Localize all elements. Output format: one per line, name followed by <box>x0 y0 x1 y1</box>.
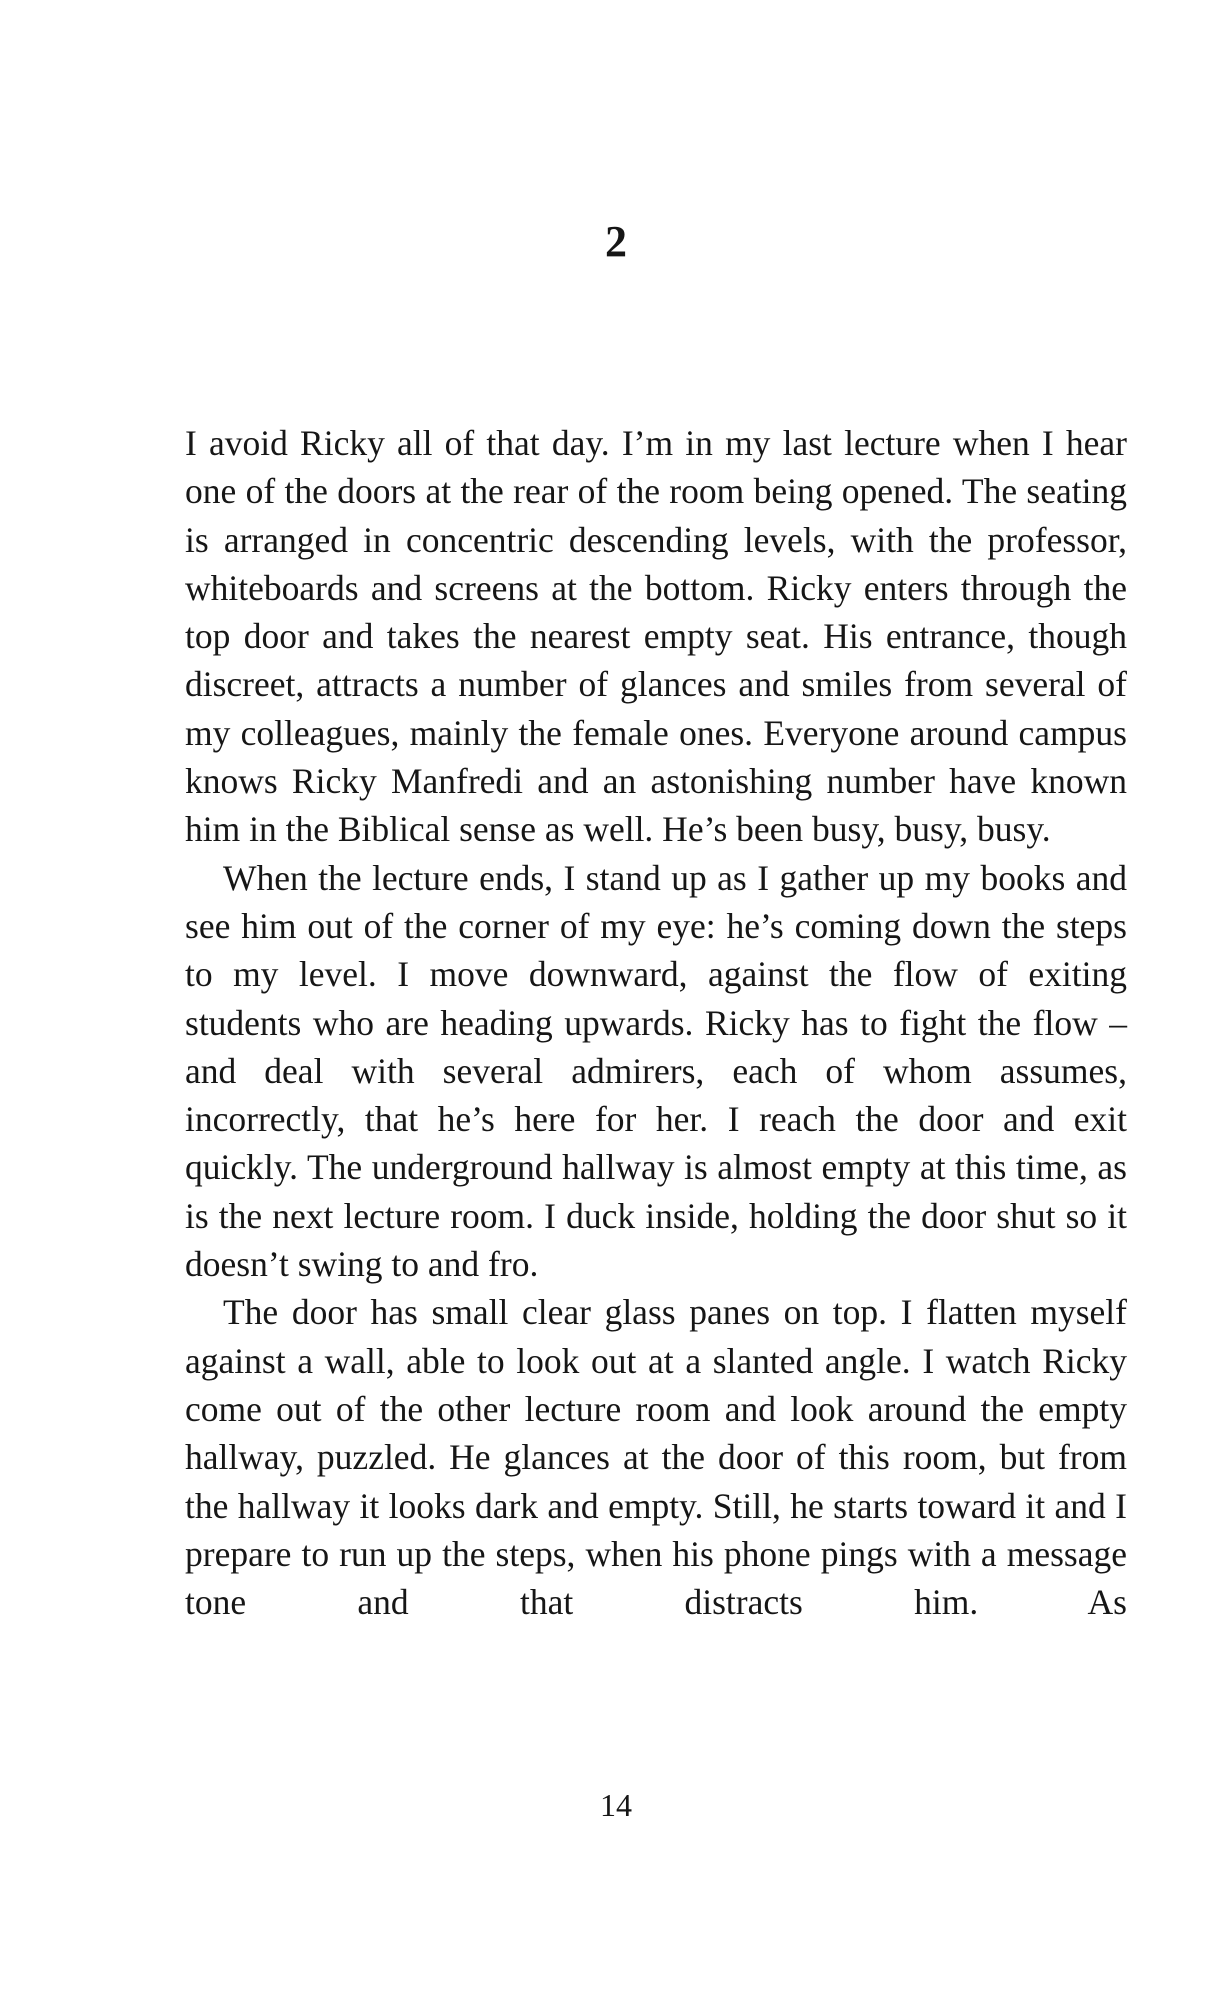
paragraph-3: The door has small clear glass panes on top. I flatten myself against a wall, able to look out at a slanted angle. I watch Ricky come out of the other lecture room and look around the empty hallway, puzzled. He glances at the door of this room, but from the hallway it looks dark and empty. Still, he starts toward it and I prepare to run up the steps, when his phone pings with a message tone and that distracts him. As <box>185 1292 1127 1623</box>
body-text <box>185 419 1127 1626</box>
paragraph-1: I avoid Ricky all of that day. I’m in my last lecture when I hear one of the doors at the rear of the room being opened. The seating is arranged in concentric descending levels, with the professor, whiteboards and screens at the bottom. Ricky enters through the top door and takes the nearest empty seat. His entrance, though discreet, attracts a number of glances and smiles from several of my colleagues, mainly the female ones. Everyone around campus knows Ricky Manfredi and an astonishing number have known him in the Biblical sense as well. He’s been busy, busy, busy. <box>185 423 1127 850</box>
chapter-number: 2 <box>605 217 627 266</box>
paragraph-2: When the lecture ends, I stand up as I gather up my books and see him out of the corner of my eye: he’s coming down the steps to my level. I move downward, against the flow of exiting students who are heading upwards. Ricky has to fight the flow – and deal with several admirers, each of whom assumes, incorrectly, that he’s here for her. I reach the door and exit quickly. The underground hallway is almost empty at this time, as is the next lecture room. I duck inside, holding the door shut so it doesn’t swing to and fro. <box>185 857 1127 1285</box>
page-number: 14 <box>600 1787 632 1823</box>
